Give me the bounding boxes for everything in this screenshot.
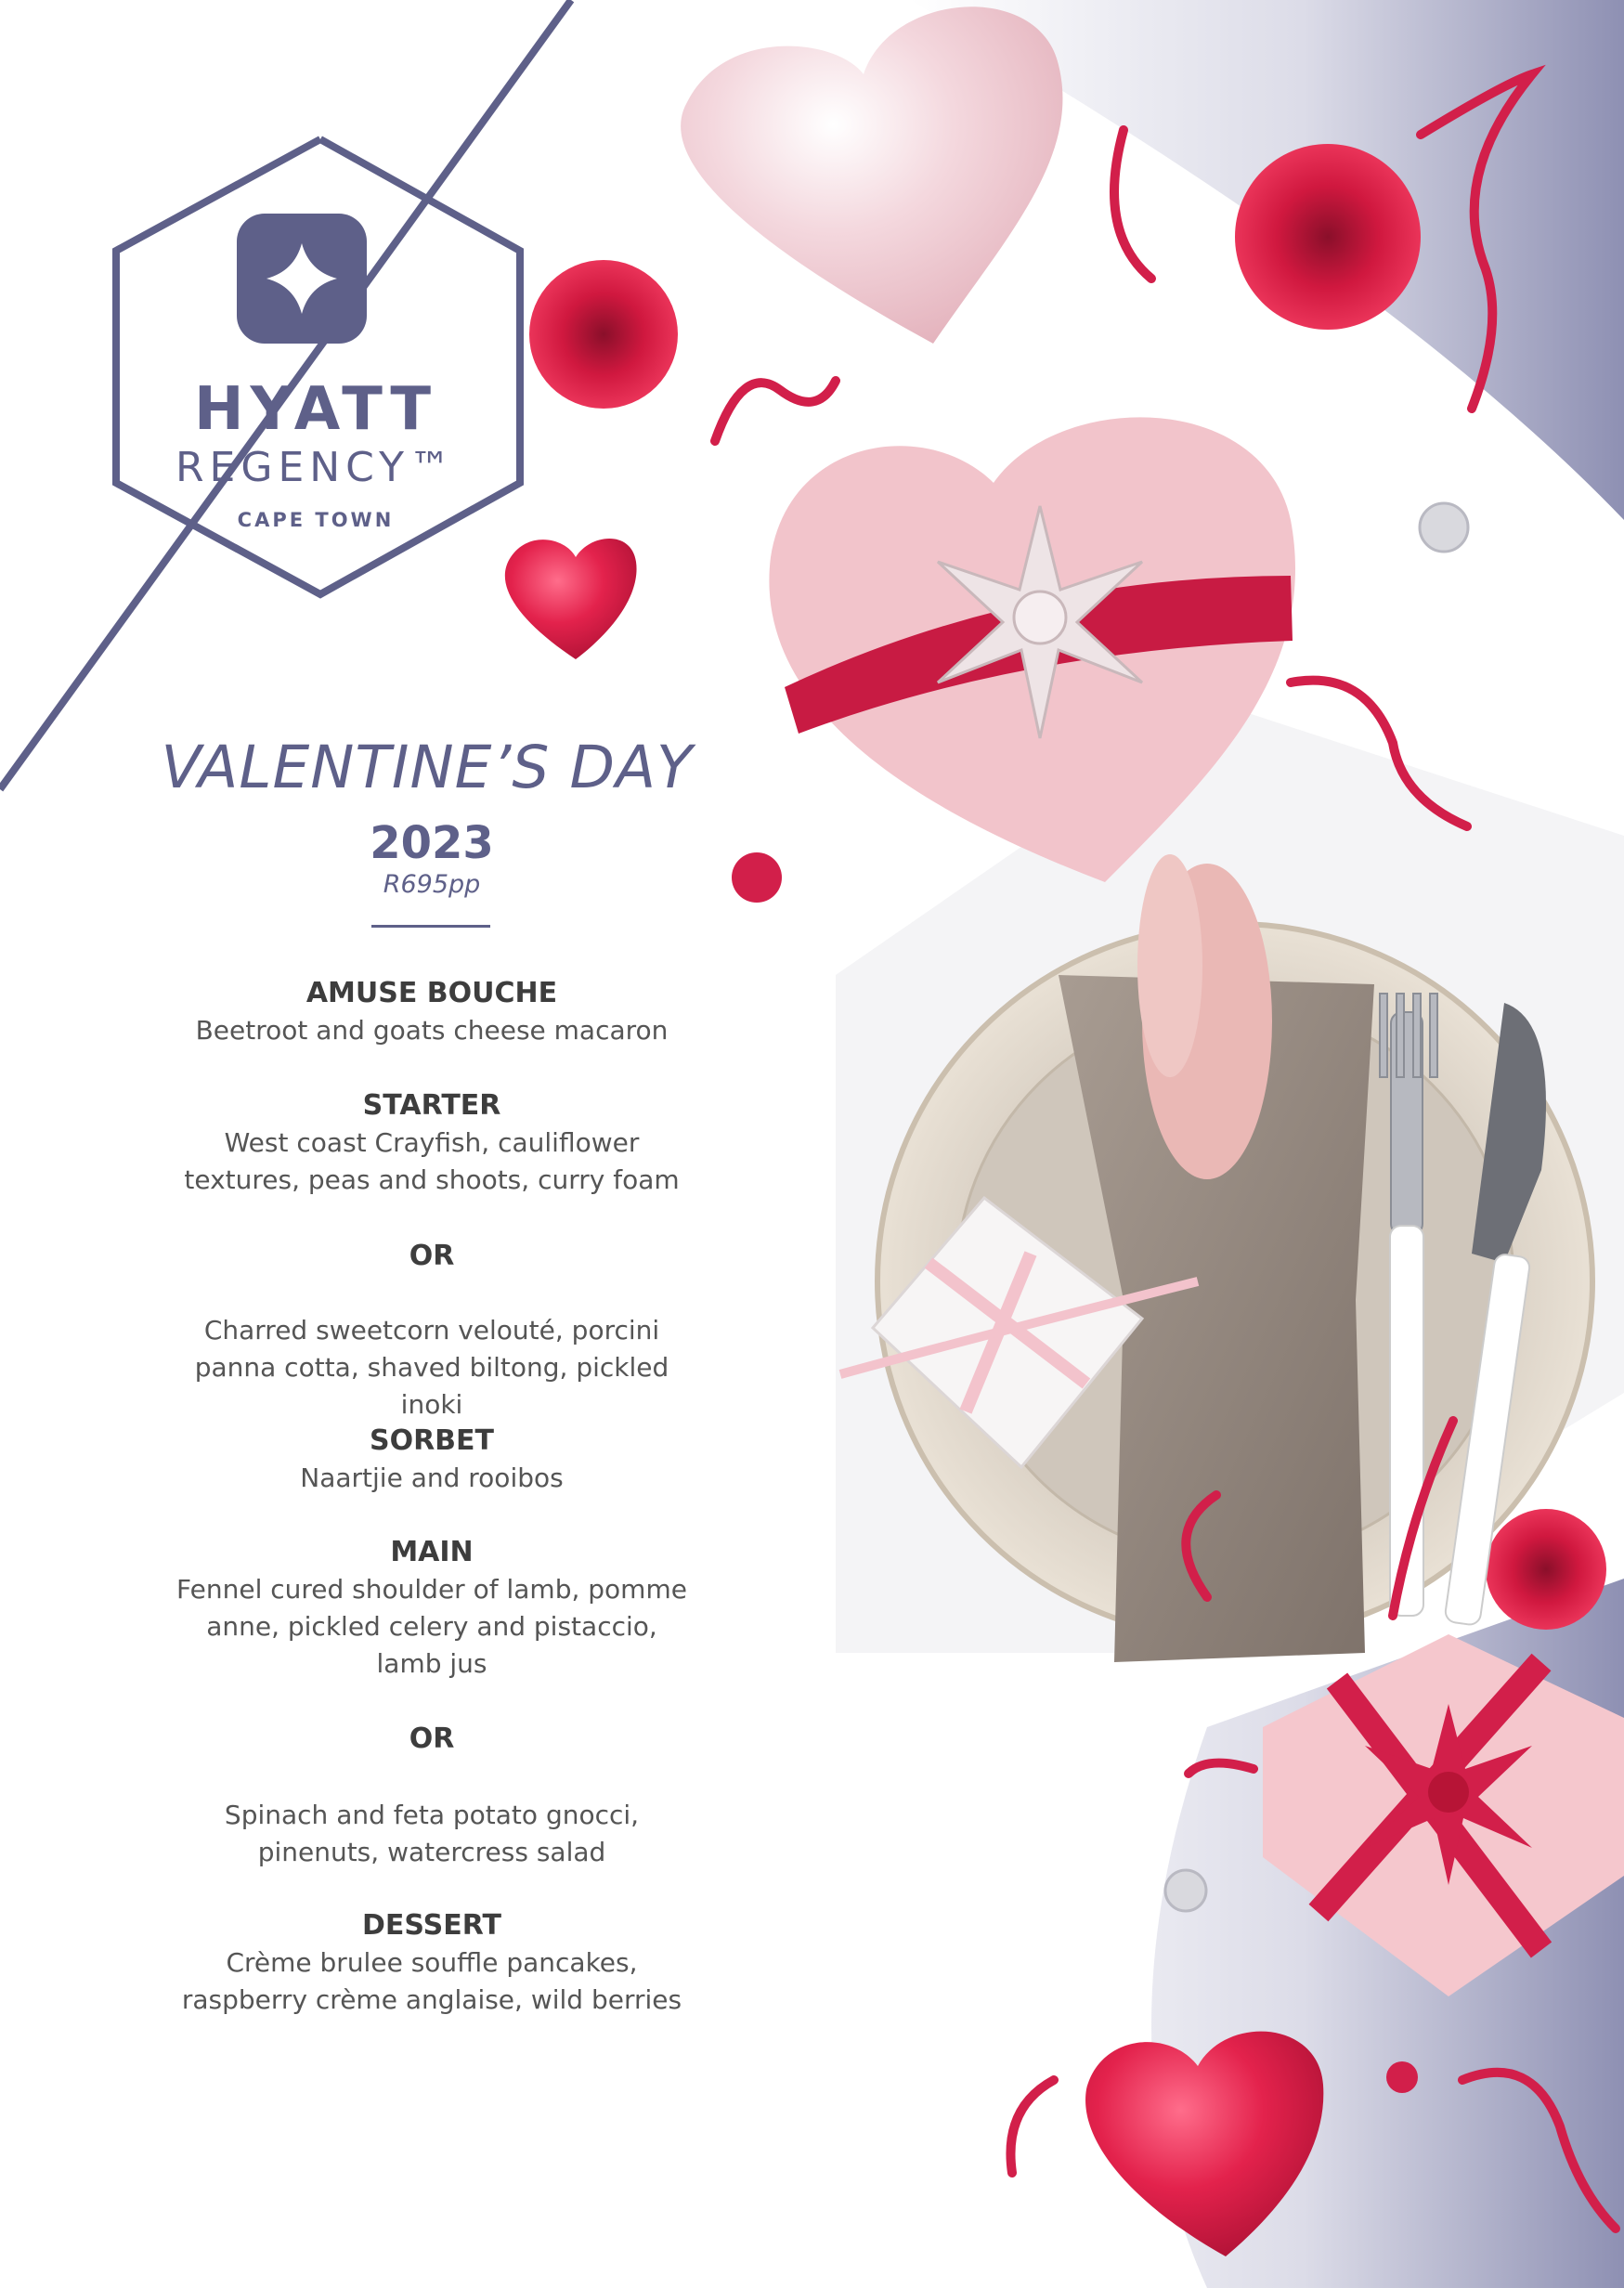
page-title: VALENTINE’S DAY (161, 734, 694, 801)
menu-section-main-alternative (121, 1797, 743, 1871)
menu-or-divider (121, 1238, 743, 1275)
course-description: West coast Crayfish, cauliflower textures, peas and shoots, curry foam (184, 1127, 680, 1195)
or-label: OR (409, 1722, 455, 1755)
or-label: OR (409, 1240, 455, 1272)
course-description: Beetroot and goats cheese macaron (195, 1015, 669, 1046)
menu-section-dessert (121, 1907, 743, 2019)
brand-name-bottom: REGENCY™ (175, 444, 456, 491)
course-heading: AMUSE BOUCHE (305, 977, 558, 1009)
course-description: Spinach and feta potato gnocci, pinenuts, watercress salad (224, 1800, 640, 1867)
course-description: Naartjie and rooibos (300, 1462, 564, 1493)
price-per-person: R695pp (383, 870, 481, 899)
course-description: Crème brulee souffle pancakes, raspberry crème anglaise, wild berries (181, 1947, 682, 2015)
course-heading: DESSERT (362, 1909, 501, 1942)
hyatt-logo-icon (237, 214, 367, 344)
event-year: 2023 (370, 817, 494, 869)
course-heading: STARTER (362, 1089, 501, 1122)
menu-section-sorbet (121, 1423, 743, 1497)
course-description: Fennel cured shoulder of lamb, pomme anne, pickled celery and pistaccio, lamb jus (176, 1574, 687, 1679)
brand-city: CAPE TOWN (237, 509, 395, 531)
menu-section-amuse-bouche (121, 975, 743, 1049)
course-heading: SORBET (369, 1424, 495, 1457)
menu-section-starter (121, 1087, 743, 1199)
menu-or-divider (121, 1721, 743, 1758)
menu-section-starter-alternative (121, 1312, 743, 1424)
course-description: Charred sweetcorn velouté, porcini panna cotta, shaved biltong, pickled inoki (194, 1315, 669, 1420)
course-heading: MAIN (390, 1536, 474, 1568)
title-divider (371, 925, 490, 928)
brand-name-top: HYATT (193, 375, 438, 444)
menu-section-main (121, 1534, 743, 1683)
